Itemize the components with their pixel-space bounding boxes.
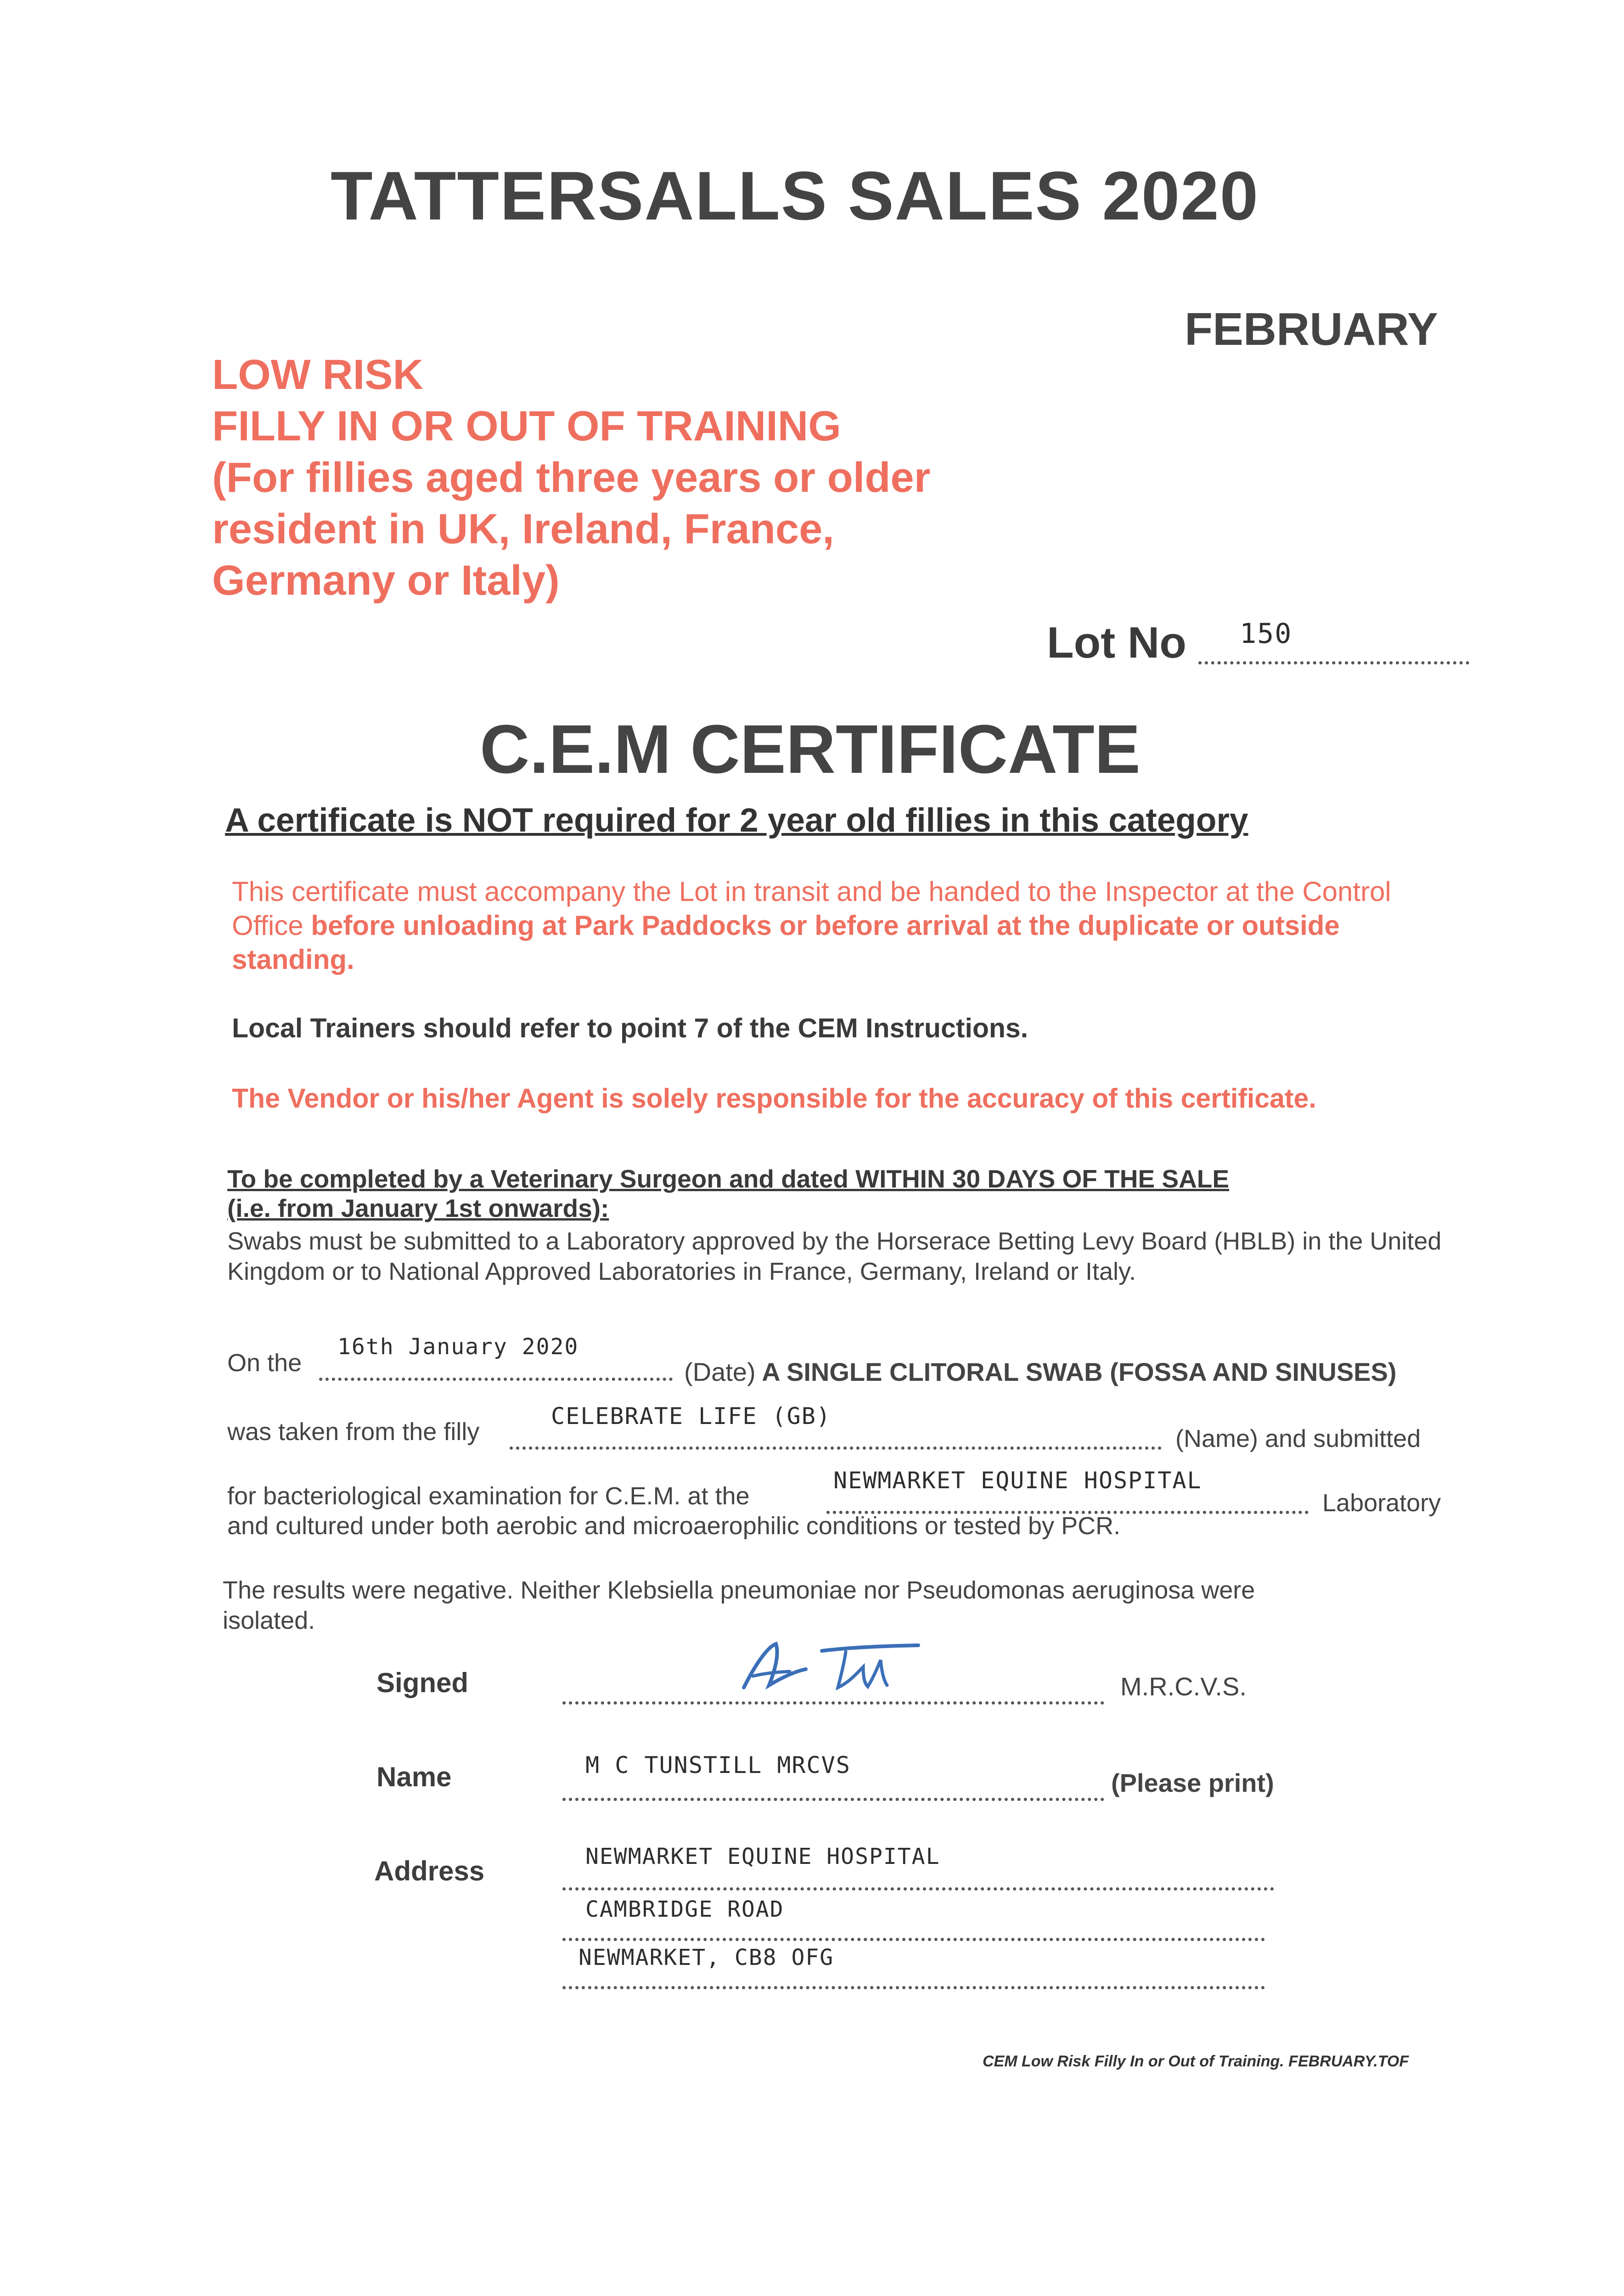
culture-conditions-text: and cultured under both aerobic and microaerophilic conditions or tested by PCR. xyxy=(227,1512,1121,1540)
category-line: resident in UK, Ireland, France, xyxy=(212,506,834,552)
vet-section-heading xyxy=(227,1164,1229,1223)
sale-month: FEBRUARY xyxy=(1185,304,1438,355)
signed-label: Signed xyxy=(376,1667,469,1698)
transit-notice xyxy=(232,875,1435,977)
address-line-1[interactable]: NEWMARKET EQUINE HOSPITAL xyxy=(585,1844,940,1869)
filly-name-underline xyxy=(510,1446,1162,1450)
address-underline-3 xyxy=(562,1986,1265,1989)
address-underline-1 xyxy=(562,1887,1274,1891)
vet-section-heading-line: To be completed by a Veterinary Surgeon and dated WITHIN 30 DAYS OF THE SALE xyxy=(227,1165,1230,1193)
filly-name-field[interactable]: CELEBRATE LIFE (GB) xyxy=(551,1403,831,1429)
transit-notice-emphasis: before unloading at Park Paddocks or before arrival at the duplicate or outside standing. xyxy=(232,910,1340,975)
local-trainers-note: Local Trainers should refer to point 7 of the CEM Instructions. xyxy=(232,1013,1028,1043)
laboratory-suffix: Laboratory xyxy=(1322,1489,1441,1517)
vet-signature xyxy=(725,1628,937,1706)
address-line-3[interactable]: NEWMARKET, CB8 OFG xyxy=(579,1945,834,1970)
document-title: TATTERSALLS SALES 2020 xyxy=(331,157,1259,234)
address-underline-2 xyxy=(562,1938,1265,1941)
address-line-2[interactable]: CAMBRIDGE ROAD xyxy=(585,1896,784,1922)
mrcvs-suffix: M.R.C.V.S. xyxy=(1120,1672,1247,1701)
lot-number-label: Lot No xyxy=(1047,618,1186,667)
certificate-title: C.E.M CERTIFICATE xyxy=(480,710,1141,788)
name-underline xyxy=(562,1798,1104,1801)
exam-label: for bacteriological examination for C.E.M. at the xyxy=(227,1482,750,1510)
certificate-subtitle: A certificate is NOT required for 2 year old fillies in this category xyxy=(225,802,1248,839)
lot-number-line xyxy=(1198,661,1469,664)
on-the-label: On the xyxy=(227,1349,302,1377)
date-field[interactable]: 16th January 2020 xyxy=(337,1334,579,1360)
date-underline xyxy=(319,1378,673,1381)
transit-notice-text: This certificate must accompany the Lot in transit and be handed to the Inspector at the Control Office xyxy=(232,876,1391,941)
filly-line-label: was taken from the filly xyxy=(227,1418,480,1446)
please-print-note: (Please print) xyxy=(1111,1768,1274,1797)
category-line: FILLY IN OR OUT OF TRAINING xyxy=(212,403,841,450)
lot-number-value: 150 xyxy=(1240,618,1292,650)
footer-reference: CEM Low Risk Filly In or Out of Training. FEBRUARY.TOF xyxy=(983,2053,1409,2070)
name-label: Name xyxy=(376,1761,452,1792)
vet-section-heading-line: (i.e. from January 1st onwards): xyxy=(227,1194,609,1222)
date-suffix: (Date) A SINGLE CLITORAL SWAB (FOSSA AND SINUSES) xyxy=(684,1357,1397,1386)
laboratory-field[interactable]: NEWMARKET EQUINE HOSPITAL xyxy=(833,1467,1202,1494)
category-block xyxy=(212,349,931,606)
category-line: (For fillies aged three years or older xyxy=(212,454,931,501)
category-line: Germany or Italy) xyxy=(212,557,560,604)
results-text: The results were negative. Neither Klebsiella pneumoniae nor Pseudomonas aeruginosa were isolated. xyxy=(223,1576,1255,1634)
vet-name-field[interactable]: M C TUNSTILL MRCVS xyxy=(585,1752,851,1778)
address-label: Address xyxy=(374,1856,485,1886)
swabs-requirement-text: Swabs must be submitted to a Laboratory approved by the Horserace Betting Levy Board (HBLB) in the United Kingdom or to National Approved Laboratories in France, Germany, Ireland or Italy. xyxy=(227,1227,1442,1285)
filly-name-suffix: (Name) and submitted xyxy=(1175,1425,1421,1452)
vendor-responsibility-note: The Vendor or his/her Agent is solely responsible for the accuracy of this certificate. xyxy=(232,1083,1316,1114)
category-line: LOW RISK xyxy=(212,351,423,398)
